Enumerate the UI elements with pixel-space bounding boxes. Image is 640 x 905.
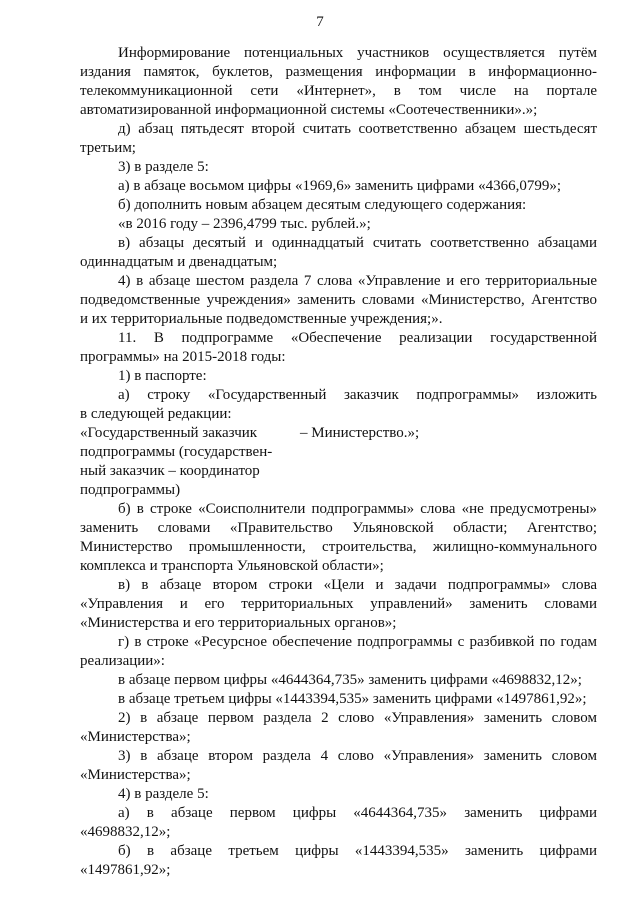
text-line: в) абзацы десятый и одиннадцатый считать соответственно абзацами — [118, 235, 597, 251]
text-line: заменить словами «Правительство Ульяновской области; Агентство; — [80, 520, 597, 536]
text-line: третьим; — [80, 140, 136, 156]
page-number: 7 — [316, 14, 324, 30]
text-line: 4) в разделе 5: — [118, 786, 209, 802]
text-line: в абзаце третьем цифры «1443394,535» заменить цифрами «1497861,92»; — [118, 691, 587, 707]
text-line: «Министерства и его территориальных органов»; — [80, 615, 397, 631]
text-line: в) в абзаце втором строки «Цели и задачи подпрограммы» слова — [118, 577, 597, 593]
text-line: б) в абзаце третьем цифры «1443394,535» заменить цифрами — [118, 843, 597, 859]
text-line: а) строку «Государственный заказчик подпрограммы» изложить — [118, 387, 597, 403]
table-left-cell: подпрограммы (государствен- — [80, 444, 273, 460]
text-line: б) в строке «Соисполнители подпрограммы» слова «не предусмотрены» — [118, 501, 597, 517]
text-line: подведомственные учреждения» заменить словами «Министерство, Агентство — [80, 292, 597, 308]
text-line: а) в абзаце восьмом цифры «1969,6» заменить цифрами «4366,0799»; — [118, 178, 561, 194]
text-line: «Министерства»; — [80, 767, 191, 783]
text-line: 2) в абзаце первом раздела 2 слово «Управления» заменить словом — [118, 710, 597, 726]
text-line: «4698832,12»; — [80, 824, 171, 840]
text-line: 1) в паспорте: — [118, 368, 207, 384]
text-line: Информирование потенциальных участников осуществляется путём — [118, 45, 597, 61]
table-right-cell: – Министерство.»; — [300, 425, 420, 441]
table-left-cell: ный заказчик – координатор — [80, 463, 260, 479]
text-line: «Управления и его территориальных управлений» заменить словами — [80, 596, 597, 612]
text-line: 11. В подпрограмме «Обеспечение реализации государственной — [118, 330, 597, 346]
text-line: б) дополнить новым абзацем десятым следующего содержания: — [118, 197, 527, 213]
text-line: 3) в абзаце втором раздела 4 слово «Управления» заменить словом — [118, 748, 597, 764]
text-line: «1497861,92»; — [80, 862, 171, 878]
text-line: в следующей редакции: — [80, 406, 232, 422]
text-line: 4) в абзаце шестом раздела 7 слова «Управление и его территориальные — [118, 273, 597, 289]
text-line: в абзаце первом цифры «4644364,735» заменить цифрами «4698832,12»; — [118, 672, 582, 688]
text-line: одиннадцатым и двенадцатым; — [80, 254, 278, 270]
text-line: «Министерства»; — [80, 729, 191, 745]
text-line: а) в абзаце первом цифры «4644364,735» заменить цифрами — [118, 805, 597, 821]
text-line: г) в строке «Ресурсное обеспечение подпрограммы с разбивкой по годам — [118, 634, 597, 650]
text-line: автоматизированной информационной системы «Соотечественники».»; — [80, 102, 538, 118]
text-line: комплекса и транспорта Ульяновской области»; — [80, 558, 384, 574]
text-line: 3) в разделе 5: — [118, 159, 209, 175]
text-line: «в 2016 году – 2396,4799 тыс. рублей.»; — [118, 216, 371, 232]
text-line: Министерство промышленности, строительства, жилищно-коммунального — [80, 539, 597, 555]
text-line: программы» на 2015-2018 годы: — [80, 349, 286, 365]
text-line: реализации»: — [80, 653, 165, 669]
table-left-cell: «Государственный заказчик — [80, 425, 258, 441]
table-left-cell: подпрограммы) — [80, 482, 181, 498]
text-line: и их территориальные подведомственные учреждения;». — [80, 311, 443, 327]
text-line: д) абзац пятьдесят второй считать соответственно абзацем шестьдесят — [118, 121, 597, 137]
text-line: телекоммуникационной сети «Интернет», в том числе на портале — [80, 83, 597, 99]
text-line: издания памяток, буклетов, размещения информации в информационно- — [80, 64, 597, 80]
